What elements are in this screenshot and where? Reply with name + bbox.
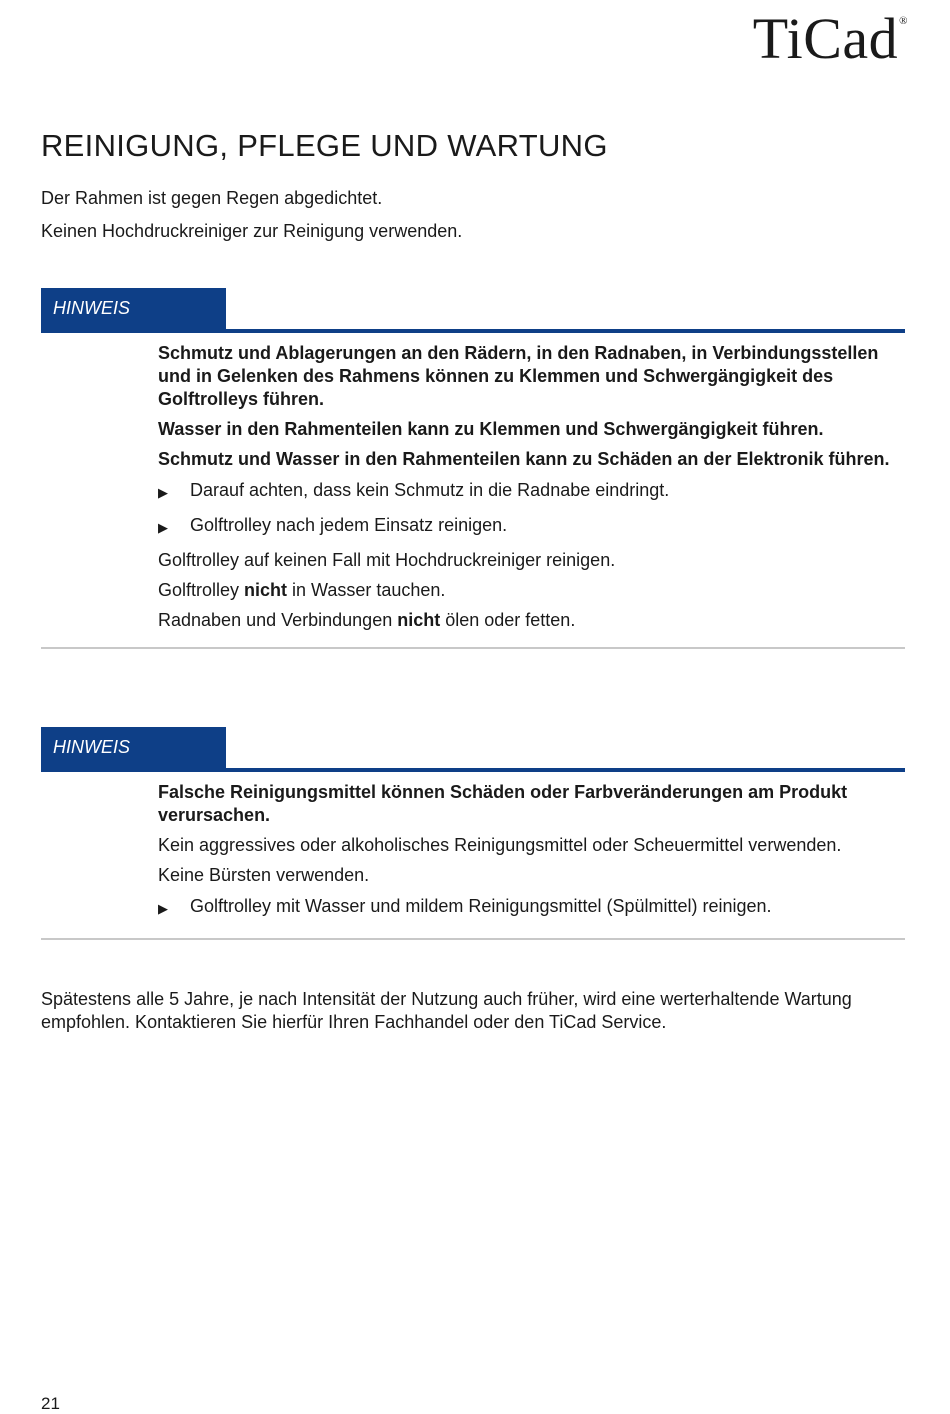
notice-end-rule <box>41 938 905 940</box>
instruction-text: Darauf achten, dass kein Schmutz in die Radnabe eindringt. <box>190 480 670 500</box>
registered-mark: ® <box>899 15 908 27</box>
maintenance-paragraph: Spätestens alle 5 Jahre, je nach Intensität der Nutzung auch früher, wird eine werterhaltende Wartung empfohlen. Kontaktieren Sie hierfür Ihren Fachhandel oder den TiCad Service. <box>41 989 852 1032</box>
notice-text <box>158 579 905 602</box>
emphasis: nicht <box>397 610 441 630</box>
notice-warning-text: Schmutz und Wasser in den Rahmenteilen kann zu Schäden an der Elektronik führen. <box>158 449 890 469</box>
intro-line-2: Keinen Hochdruckreiniger zur Reinigung verwenden. <box>41 221 463 241</box>
notice-header <box>41 727 905 771</box>
notice-warning-text: Schmutz und Ablagerungen an den Rädern, in den Radnaben, in Verbindungsstellen und in Gelenken des Rahmens können zu Klemmen und Schwergängigkeit des Golftrolleys führen. <box>158 343 879 409</box>
notice-end-rule <box>41 647 905 649</box>
instruction-item <box>158 479 905 504</box>
notice-body <box>41 771 905 938</box>
notice-rule <box>41 768 905 772</box>
text-part: Radnaben und Verbindungen <box>158 610 398 630</box>
page-title: REINIGUNG, PFLEGE UND WARTUNG <box>41 128 608 163</box>
notice-body <box>41 332 905 647</box>
text-part: in Wasser tauchen. <box>287 580 446 600</box>
instruction-item <box>158 514 905 539</box>
triangle-right-icon: ▶ <box>158 485 168 500</box>
notice-text: Keine Bürsten verwenden. <box>158 865 370 885</box>
triangle-right-icon: ▶ <box>158 520 168 535</box>
notice-rule <box>41 329 905 333</box>
notice-label: HINWEIS <box>41 288 226 332</box>
notice-label: HINWEIS <box>41 727 226 771</box>
ticad-logo <box>752 6 908 71</box>
notice-warning-text: Wasser in den Rahmenteilen kann zu Klemmen und Schwergängigkeit führen. <box>158 419 824 439</box>
text-part: Golftrolley <box>158 580 245 600</box>
notice-box-2 <box>41 727 905 940</box>
notice-text: Kein aggressives oder alkoholisches Reinigungsmittel oder Scheuermittel verwenden. <box>158 835 842 855</box>
logo-text: TiCad <box>752 6 899 71</box>
instruction-item <box>158 895 905 920</box>
page-number: 21 <box>41 1394 60 1413</box>
emphasis: nicht <box>244 580 288 600</box>
text-part: ölen oder fetten. <box>440 610 576 630</box>
triangle-right-icon: ▶ <box>158 901 168 916</box>
notice-text <box>158 609 905 632</box>
notice-header <box>41 288 905 332</box>
notice-text: Golftrolley auf keinen Fall mit Hochdruckreiniger reinigen. <box>158 550 616 570</box>
notice-warning-text: Falsche Reinigungsmittel können Schäden oder Farbveränderungen am Produkt verursachen. <box>158 782 848 825</box>
intro-line-1: Der Rahmen ist gegen Regen abgedichtet. <box>41 188 383 208</box>
instruction-text: Golftrolley nach jedem Einsatz reinigen. <box>190 515 508 535</box>
notice-box-1 <box>41 288 905 649</box>
instruction-text: Golftrolley mit Wasser und mildem Reinigungsmittel (Spülmittel) reinigen. <box>190 896 772 916</box>
